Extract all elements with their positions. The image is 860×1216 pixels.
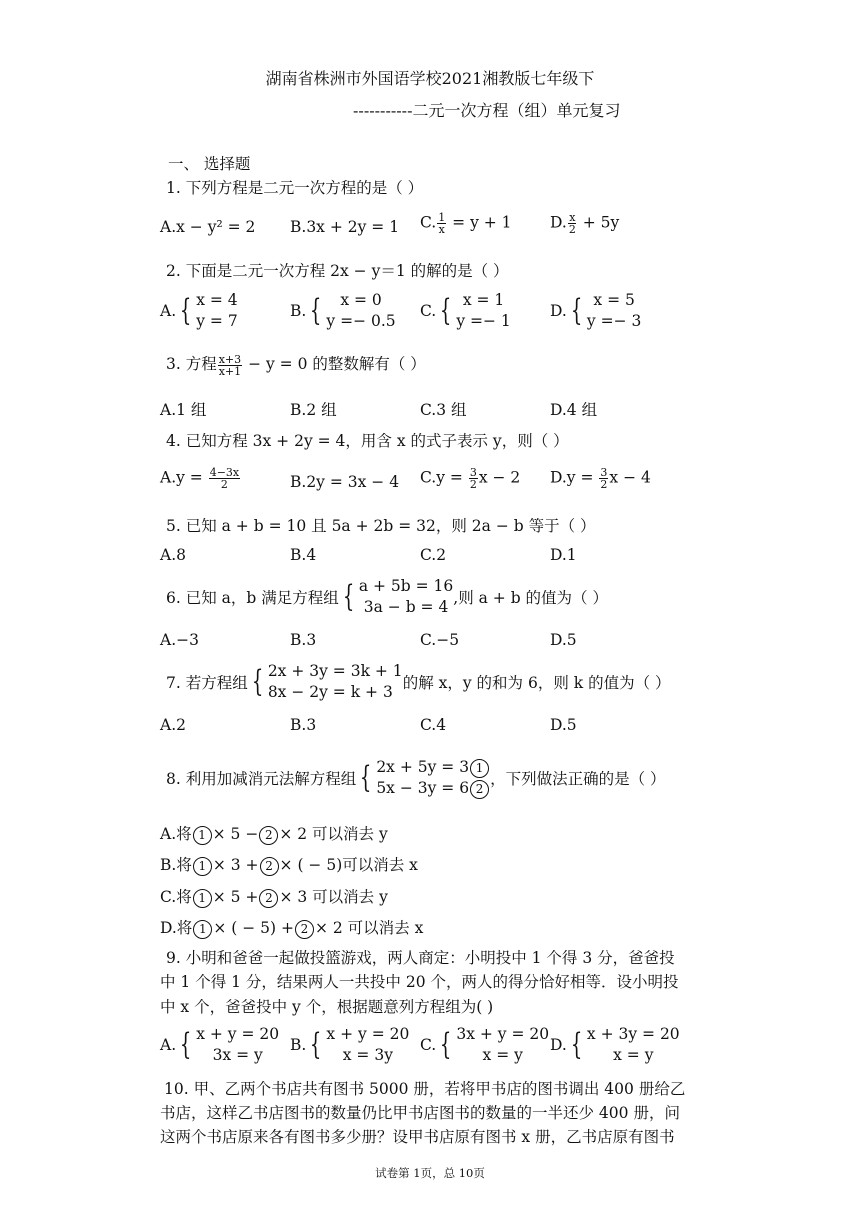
- q4-option-a: A.y = $\frac{4-3x}{2}$: [160, 466, 240, 491]
- q3-option-a: A.1 组: [160, 401, 207, 419]
- q1-option-b: B.3x + 2y = 1: [290, 218, 400, 236]
- q7-option-b: B.3: [290, 716, 317, 734]
- question-8: 8. 利用加减消元法解方程组 { 2x + 5y = 3 1 5x − 3y = 6 2 ，下列做法正确的是（ ）: [166, 758, 666, 797]
- q9-option-d: D. { x + 3y = 20 x = y: [550, 1025, 680, 1064]
- q1-option-c: C. $\frac{1}{x}$ = y + 1: [420, 211, 512, 236]
- question-5: 5. 已知 a + b = 10 且 5a + 2b = 32，则 2a − b 等于（ ）: [166, 517, 596, 535]
- q5-option-c: C.2: [420, 546, 447, 564]
- question-10-line-2: 书店，这样乙书店图书的数量仍比甲书店图书的数量的一半还少 400 册，问: [160, 1104, 680, 1122]
- q9-option-c: C. { 3x + y = 20 x = y: [420, 1025, 550, 1064]
- q6-option-c: C.−5: [420, 631, 460, 649]
- q7-option-d: D.5: [550, 716, 577, 734]
- question-10-line-3: 这两个书店原来各有图书多少册？设甲书店原有图书 x 册，乙书店原有图书: [160, 1128, 675, 1146]
- q8-option-c: C.将 1 × 5 + 2 × 3 可以消去 y: [160, 888, 388, 906]
- question-9-line-1: 9. 小明和爸爸一起做投篮游戏，两人商定：小明投中 1 个得 3 分，爸爸投: [166, 949, 675, 967]
- fraction: $\frac{x}{2}$: [568, 211, 576, 236]
- question-9-line-3: 中 x 个，爸爸投中 y 个，根据题意列方程组为( ): [160, 998, 494, 1016]
- q5-option-a: A.8: [160, 546, 186, 564]
- circled-number-1: 1: [470, 759, 489, 778]
- q6-option-a: A.−3: [160, 631, 199, 649]
- q2-option-c: C. { x = 1 y =− 1: [420, 291, 511, 330]
- fraction: $\frac{3}{2}$: [469, 466, 477, 491]
- q9-option-a: A. { x + y = 20 3x = y: [160, 1025, 280, 1064]
- section-heading: 一、 选择题: [168, 155, 251, 173]
- fraction: $\frac{1}{x}$: [438, 211, 446, 236]
- question-2: 2. 下面是二元一次方程 2x − y＝1 的解的是（ ）: [166, 262, 509, 280]
- q3-option-c: C.3 组: [420, 401, 467, 419]
- q3-option-b: B.2 组: [290, 401, 337, 419]
- q1-option-d: D. $\frac{x}{2}$ + 5y: [550, 211, 620, 236]
- q7-option-a: A.2: [160, 716, 186, 734]
- question-9-line-2: 中 1 个得 1 分，结果两人一共投中 20 个，两人的得分恰好相等．设小明投: [160, 973, 679, 991]
- q4-option-c: C.y = $\frac{3}{2}$ x − 2: [420, 466, 521, 491]
- fraction: $\frac{x+3}{x+1}$: [218, 352, 242, 378]
- doc-title: 湖南省株洲市外国语学校2021湘教版七年级下: [265, 69, 595, 88]
- page-footer: 试卷第 1页，总 10页: [375, 1166, 485, 1180]
- q5-option-b: B.4: [290, 546, 317, 564]
- doc-subtitle: -----------二元一次方程（组）单元复习: [353, 101, 621, 120]
- question-4: 4. 已知方程 3x + 2y = 4，用含 x 的式子表示 y，则（ ）: [166, 432, 569, 450]
- q7-option-c: C.4: [420, 716, 447, 734]
- q6-option-b: B.3: [290, 631, 317, 649]
- question-3: 3. 方程 $\frac{x+3}{x+1}$ − y = 0 的整数解有（ ）: [166, 352, 426, 378]
- question-1: 1. 下列方程是二元一次方程的是（ ）: [166, 179, 424, 197]
- question-10-line-1: 10. 甲、乙两个书店共有图书 5000 册，若将甲书店的图书调出 400 册给乙: [164, 1080, 686, 1098]
- q8-option-a: A.将 1 × 5 − 2 × 2 可以消去 y: [160, 825, 388, 843]
- question-6: 6. 已知 a，b 满足方程组 { a + 5b = 16 3a − b = 4 ,则 a + b 的值为（ ）: [166, 577, 608, 616]
- q9-option-b: B. { x + y = 20 x = 3y: [290, 1025, 410, 1064]
- q8-option-d: D.将 1 × ( − 5) + 2 × 2 可以消去 x: [160, 919, 424, 937]
- circled-number-2: 2: [470, 780, 489, 799]
- question-7: 7. 若方程组 { 2x + 3y = 3k + 1 8x − 2y = k + 3 的解 x，y 的和为 6，则 k 的值为（ ）: [166, 662, 671, 701]
- q3-option-d: D.4 组: [550, 401, 598, 419]
- q8-option-b: B.将 1 × 3 + 2 × ( − 5)可以消去 x: [160, 856, 418, 874]
- q4-option-d: D.y = $\frac{3}{2}$ x − 4: [550, 466, 651, 491]
- q5-option-d: D.1: [550, 546, 577, 564]
- fraction: $\frac{3}{2}$: [600, 466, 608, 491]
- q2-option-d: D. { x = 5 y =− 3: [550, 291, 642, 330]
- q1-option-a: A.x − y² = 2: [160, 218, 256, 236]
- q2-option-a: A. { x = 4 y = 7: [160, 291, 238, 330]
- q6-option-d: D.5: [550, 631, 577, 649]
- fraction: $\frac{4-3x}{2}$: [209, 466, 240, 491]
- q4-option-b: B.2y = 3x − 4: [290, 473, 400, 491]
- q2-option-b: B. { x = 0 y =− 0.5: [290, 291, 396, 330]
